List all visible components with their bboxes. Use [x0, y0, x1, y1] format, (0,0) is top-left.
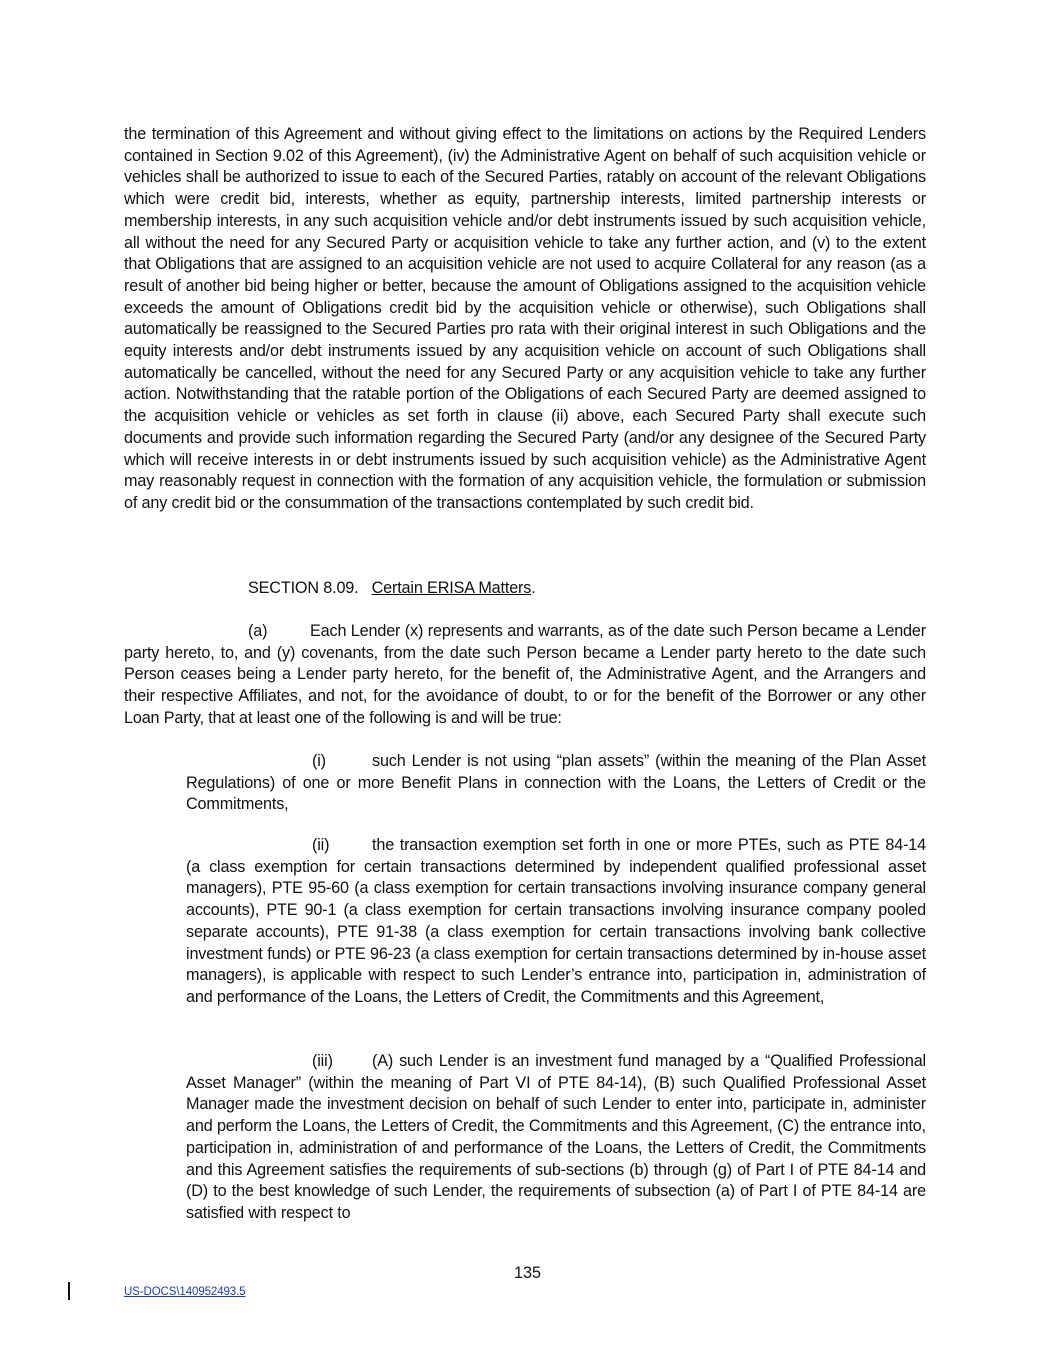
clause-a-text: Each Lender (x) represents and warrants, as of the date such Person became a Lender party hereto, to, and (y) covenants, from the date such Person became a Lender party hereto to the date such Person ceases being a Lender party hereto, for the benefit of, the Administrative Agent, and the Arrangers and their respective Affiliates, and not, for the avoidance of doubt, to or for the benefit of the Borrower or any other Loan Party, that at least one of the following is and will be true:: [124, 622, 926, 727]
section-title-suffix: .: [531, 579, 536, 597]
subclause-iii-paragraph: [186, 1051, 926, 1225]
clause-a-paragraph: [124, 621, 926, 730]
subclause-i-label: (i): [312, 752, 326, 770]
subclause-i-text: such Lender is not using “plan assets” (within the meaning of the Plan Asset Regulations) of one or more Benefit Plans in connection with the Loans, the Letters of Credit or the Commitments,: [186, 752, 926, 814]
document-id-link[interactable]: US-DOCS\140952493.5: [124, 1286, 246, 1298]
clause-a-label: (a): [248, 622, 268, 640]
subclause-iii-label: (iii): [312, 1052, 333, 1070]
subclause-i-paragraph: [186, 751, 926, 816]
revision-change-bar: [68, 1282, 70, 1300]
subclause-ii-paragraph: [186, 835, 926, 1009]
section-title: Certain ERISA Matters: [371, 579, 532, 597]
continuation-paragraph: the termination of this Agreement and without giving effect to the limitations on actions by the Required Lenders contained in Section 9.02 of this Agreement), (iv) the Administrative Agent on behalf of such acquisition vehicle or vehicles shall be authorized to issue to each of the Secured Parties, ratably on account of the relevant Obligations which were credit bid, interests, whether as equity, partnership interests, limited partnership interests or membership interests, in any such acquisition vehicle and/or debt instruments issued by such acquisition vehicle, all without the need for any Secured Party or acquisition vehicle to take any further action, and (v) to the extent that Obligations that are assigned to an acquisition vehicle are not used to acquire Collateral for any reason (as a result of another bid being higher or better, because the amount of Obligations assigned to the acquisition vehicle exceeds the amount of Obligations credit bid by the acquisition vehicle or otherwise), such Obligations shall automatically be reassigned to the Secured Parties pro rata with their original interest in such Obligations and the equity interests and/or debt instruments issued by any acquisition vehicle on account of such Obligations shall automatically be cancelled, without the need for any Secured Party or any acquisition vehicle to take any further action. Notwithstanding that the ratable portion of the Obligations of each Secured Party are deemed assigned to the acquisition vehicle or vehicles as set forth in clause (ii) above, each Secured Party shall execute such documents and provide such information regarding the Secured Party (and/or any designee of the Secured Party which will receive interests in or debt instruments issued by such acquisition vehicle) as the Administrative Agent may reasonably request in connection with the formation of any acquisition vehicle, the formulation or submission of any credit bid or the consummation of the transactions contemplated by such credit bid.: [124, 125, 926, 512]
page-number: 135: [513, 1264, 541, 1282]
subclause-iii-text: (A) such Lender is an investment fund managed by a “Qualified Professional Asset Manager” (within the meaning of Part VI of PTE 84-14), (B) such Qualified Professional Asset Manager made the investment decision on behalf of such Lender to enter into, participate in, administer and perform the Loans, the Letters of Credit, the Commitments and this Agreement, (C) the entrance into, participation in, administration of and performance of the Loans, the Letters of Credit, the Commitments and this Agreement satisfies the requirements of sub-sections (b) through (g) of Part I of PTE 84-14 and (D) to the best knowledge of such Lender, the requirements of subsection (a) of Part I of PTE 84-14 are satisfied with respect to: [186, 1052, 926, 1222]
section-number: SECTION 8.09.: [248, 579, 359, 597]
subclause-ii-label: (ii): [312, 836, 330, 854]
section-heading: [248, 578, 536, 600]
subclause-ii-text: the transaction exemption set forth in one or more PTEs, such as PTE 84-14 (a class exemption for certain transactions determined by independent qualified professional asset managers), PTE 95-60 (a class exemption for certain transactions involving insurance company general accounts), PTE 90-1 (a class exemption for certain transactions involving insurance company pooled separate accounts), PTE 91-38 (a class exemption for certain transactions involving bank collective investment funds) or PTE 96-23 (a class exemption for certain transactions determined by in-house asset managers), is applicable with respect to such Lender’s entrance into, participation in, administration of and performance of the Loans, the Letters of Credit, the Commitments and this Agreement,: [186, 836, 926, 1006]
